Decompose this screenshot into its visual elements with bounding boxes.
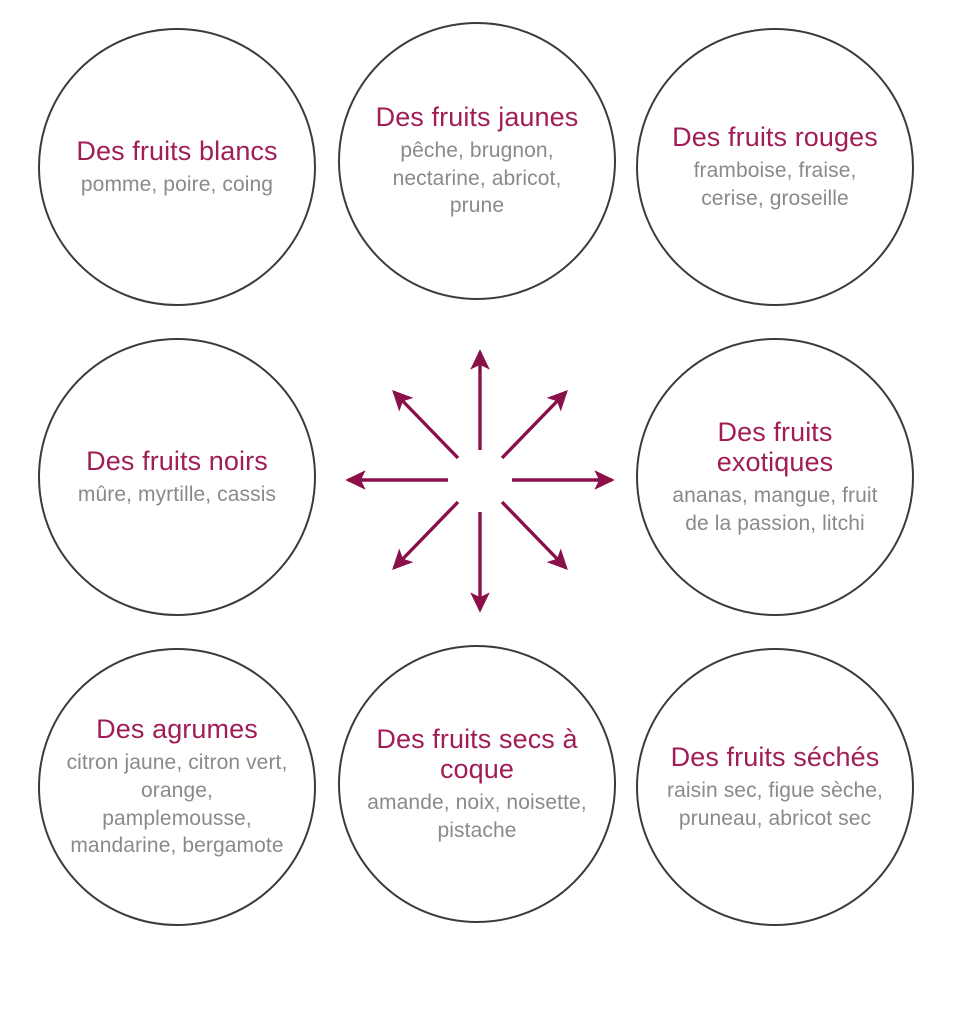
bubble-title: Des fruits noirs xyxy=(86,445,268,476)
bubble-fruits-exotiques[interactable] xyxy=(636,338,914,616)
bubble-title: Des fruits secs à coque xyxy=(376,723,578,784)
bubble-fruits-noirs[interactable] xyxy=(38,338,316,616)
bubble-items: ananas, mangue, fruit de la passion, litchi xyxy=(672,484,878,535)
bubble-title: Des fruits blancs xyxy=(76,135,278,166)
arrow-up-left xyxy=(394,392,458,458)
bubble-title: Des fruits jaunes xyxy=(375,101,579,132)
bubble-items: citron jaune, citron vert, orange, pamplemousse, mandarine, bergamote xyxy=(66,751,288,858)
bubble-agrumes[interactable] xyxy=(38,648,316,926)
bubble-items: pomme, poire, coing xyxy=(80,172,274,196)
bubble-items: framboise, fraise, cerise, groseille xyxy=(693,158,857,210)
arrow-up-right xyxy=(502,392,566,458)
bubble-title: Des fruits séchés xyxy=(670,741,880,772)
bubble-fruits-seches[interactable] xyxy=(636,648,914,926)
bubble-title: Des fruits rouges xyxy=(672,121,878,152)
bubble-fruits-jaunes[interactable] xyxy=(338,22,616,300)
bubble-items: mûre, myrtille, cassis xyxy=(77,482,277,506)
bubble-items: pêche, brugnon, nectarine, abricot, prune xyxy=(392,139,562,218)
bubble-items: amande, noix, noisette, pistache xyxy=(367,791,587,842)
arrow-down-right xyxy=(502,502,566,568)
bubble-fruits-blancs[interactable] xyxy=(38,28,316,306)
bubble-fruits-secs-a-coque[interactable] xyxy=(338,645,616,923)
bubble-fruits-rouges[interactable] xyxy=(636,28,914,306)
bubble-items: raisin sec, figue sèche, pruneau, abricot sec xyxy=(666,778,883,830)
arrow-down-left xyxy=(394,502,458,568)
bubble-title: Des fruits exotiques xyxy=(716,416,834,477)
bubble-title: Des agrumes xyxy=(96,713,258,744)
center-arrow-burst xyxy=(330,330,630,630)
